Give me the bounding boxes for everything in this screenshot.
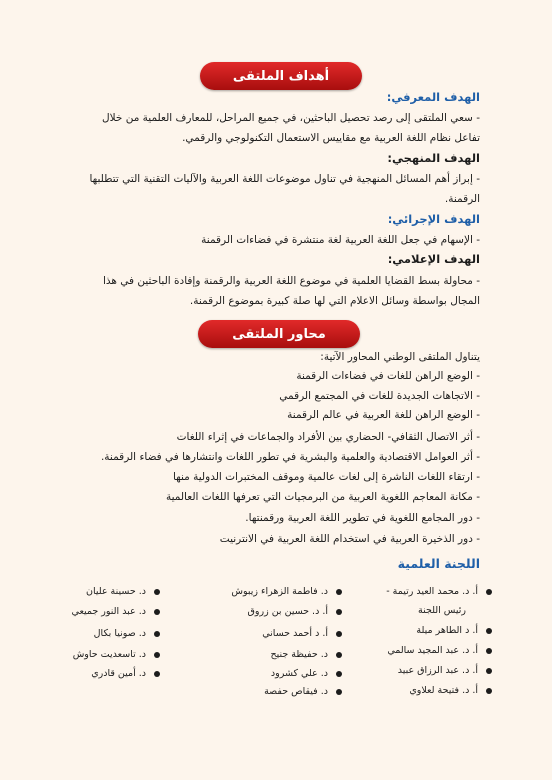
axis-item-1: - الوضع الراهن للغات في فضاءات الرقمنة (296, 370, 480, 382)
committee-member: أ. د. حسين بن زروق (248, 605, 342, 618)
cognitive-goal-line-1: - سعي الملتقى إلى رصد تحصيل الباحثين، في جميع المراحل، للمعارف العلمية من خلال (102, 112, 480, 124)
procedural-goal-title: الهدف الإجرائي: (387, 212, 480, 226)
bullet-icon (486, 648, 492, 654)
bullet-icon (154, 631, 160, 637)
committee-member: أ. د الطاهر ميلة (416, 624, 492, 637)
bullet-icon (154, 671, 160, 677)
committee-member: أ. د. عبد الرزاق عبيد (398, 664, 492, 677)
media-goal-title: الهدف الإعلامي: (387, 252, 480, 266)
committee-member: أ. د. عبد المجيد سالمي (387, 644, 492, 657)
procedural-goal-line-1: - الإسهام في جعل اللغة العربية لغة منتشرة في فضاءات الرقمنة (201, 234, 480, 246)
bullet-icon (486, 628, 492, 634)
committee-member: د. تاسعديت حاوش (73, 648, 160, 661)
bullet-icon (336, 589, 342, 595)
axis-item-3: - الوضع الراهن للغة العربية في عالم الرقمنة (287, 409, 480, 421)
bullet-icon (486, 589, 492, 595)
committee-member: د. حفيظة جنيح (271, 648, 342, 661)
method-goal-line-2: الرقمنة. (444, 193, 480, 205)
bullet-icon (336, 609, 342, 615)
axis-item-5: - أثر العوامل الاقتصادية والعلمية والبشرية في تطور اللغات وانتشارها في فضاء الرقمنة. (100, 451, 480, 463)
committee-member: أ. د. محمد العيد رتيمة - (386, 585, 492, 598)
axis-item-2: - الاتجاهات الجديدة للغات في المجتمع الرقمي (279, 390, 480, 402)
committee-member: د. صونيا بكال (94, 627, 160, 640)
committee-member: د. أمين قادري (91, 667, 160, 680)
axes-intro: يتناول الملتقى الوطني المحاور الآتية: (320, 351, 480, 363)
bullet-icon (336, 631, 342, 637)
committee-member: أ. د. فتيحة لعلاوي (409, 684, 492, 697)
media-goal-line-2: المجال بواسطة وسائل الاعلام التي لها صلة كبيرة بموضوع الرقمنة. (189, 295, 480, 307)
committee-role: رئيس اللجنة (417, 605, 466, 616)
bullet-icon (154, 609, 160, 615)
media-goal-line-1: - محاولة بسط القضايا العلمية في موضوع اللغة العربية والرقمنة وإفادة الباحثين في هذا (102, 275, 480, 287)
goals-banner: أهداف الملتقى (200, 62, 362, 90)
axis-item-6: - ارتقاء اللغات الناشرة إلى لغات عالمية وموقف المختبرات الدولية منها (172, 471, 480, 483)
axes-banner: محاور الملتقى (198, 320, 360, 348)
cognitive-goal-line-2: تفاعل نظام اللغة العربية مع مقاييس الاستعمال التكنولوجي والرقمي. (182, 132, 480, 144)
axis-item-7: - مكانة المعاجم اللغوية العربية من البرمجيات التي تعرفها اللغات العالمية (165, 491, 480, 503)
axis-item-4: - أثر الاتصال الثقافي- الحضاري بين الأفراد والجماعات في إثراء اللغات (176, 431, 480, 443)
committee-member: أ. د أحمد حساني (262, 627, 342, 640)
bullet-icon (336, 671, 342, 677)
bullet-icon (154, 589, 160, 595)
committee-title: اللجنة العلمية (397, 556, 480, 571)
bullet-icon (336, 652, 342, 658)
bullet-icon (336, 689, 342, 695)
bullet-icon (486, 688, 492, 694)
bullet-icon (486, 668, 492, 674)
cognitive-goal-title: الهدف المعرفي: (386, 90, 480, 104)
committee-member: د. حسينة عليان (86, 585, 160, 598)
committee-member: د. فاطمة الزهراء زيبوش (231, 585, 342, 598)
committee-member: د. عبد النور جميعي (72, 605, 160, 618)
committee-member: د. فيقاص حفصة (264, 685, 342, 698)
method-goal-title: الهدف المنهجي: (387, 151, 480, 165)
method-goal-line-1: - إبراز أهم المسائل المنهجية في تناول موضوعات اللغة العربية والآليات التقنية التي تتطلبها (89, 173, 480, 185)
axis-item-8: - دور المجامع اللغوية في تطوير اللغة العربية ورقمنتها. (245, 512, 480, 524)
axis-item-9: - دور الذخيرة العربية في استخدام اللغة العربية في الانترنيت (219, 533, 480, 545)
committee-member: د. علي كشرود (271, 667, 342, 680)
bullet-icon (154, 652, 160, 658)
